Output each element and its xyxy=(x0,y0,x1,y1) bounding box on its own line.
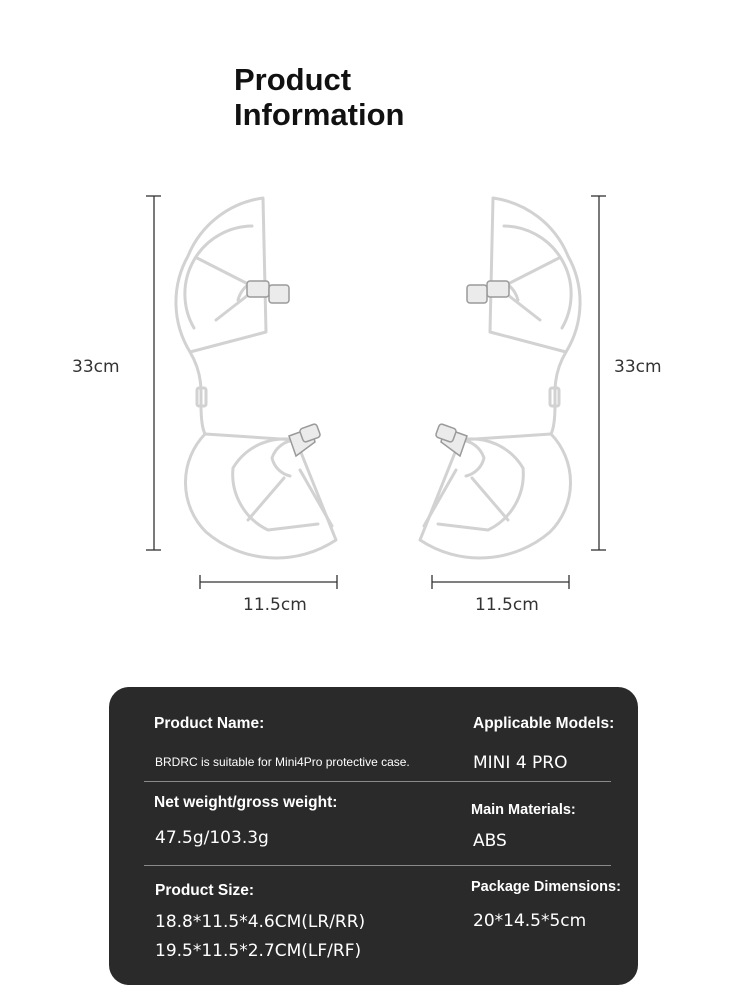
product-info-card xyxy=(109,687,638,985)
applicable-models-label: Applicable Models: xyxy=(473,715,615,732)
width-label-right: 11.5cm xyxy=(475,595,539,615)
height-label-right: 33cm xyxy=(614,357,662,377)
divider-2 xyxy=(144,865,611,866)
height-label-left: 33cm xyxy=(72,357,120,377)
right-propeller-guard xyxy=(420,198,580,558)
product-name-value: BRDRC is suitable for Mini4Pro protective case. xyxy=(155,755,410,769)
materials-value: ABS xyxy=(473,831,507,851)
product-size-label: Product Size: xyxy=(155,882,255,899)
left-propeller-guard xyxy=(176,198,336,558)
product-name-label: Product Name: xyxy=(154,715,265,732)
divider-1 xyxy=(144,781,611,782)
page-title-line-2: Information xyxy=(234,97,405,132)
package-dimensions-label: Package Dimensions: xyxy=(471,879,621,895)
product-size-value-1: 18.8*11.5*4.6CM(LR/RR) xyxy=(155,912,366,932)
applicable-models-value: MINI 4 PRO xyxy=(473,753,568,773)
width-label-left: 11.5cm xyxy=(243,595,307,615)
weight-value: 47.5g/103.3g xyxy=(155,828,269,848)
materials-label: Main Materials: xyxy=(471,802,576,818)
page-title-line-1: Product xyxy=(234,62,352,97)
product-size-value-2: 19.5*11.5*2.7CM(LF/RF) xyxy=(155,941,362,961)
weight-label: Net weight/gross weight: xyxy=(154,794,338,811)
package-dimensions-value: 20*14.5*5cm xyxy=(473,911,587,931)
